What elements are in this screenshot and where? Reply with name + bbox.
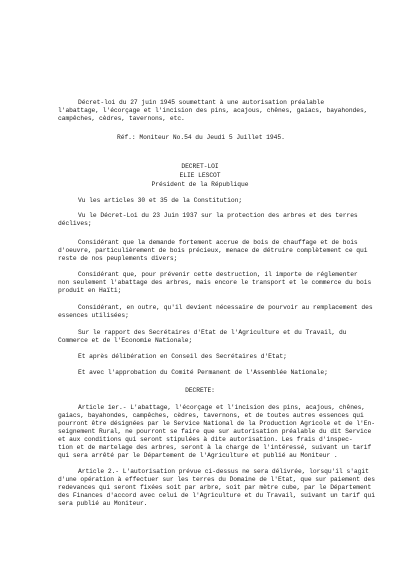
president-name: ELIE LESCOT — [179, 172, 221, 179]
decree-title: DECRET-LOI — [181, 163, 219, 170]
summary-line: Décret-loi du 27 juin 1945 soumettant à une autorisation préalable — [78, 99, 325, 106]
decree-heading: DECRETE: — [185, 387, 215, 394]
article-line: gaiacs, bayahondes, campêches, cèdres, tavernons, et de toutes autres essences qui — [58, 412, 364, 419]
summary-line: l'abattage, l'écorçage et l'incision des pins, acajous, chênes, gaiacs, bayahondes, — [58, 107, 368, 114]
preamble-line: reste de nos peuplements divers; — [58, 255, 178, 262]
preamble-line: essences utilisées; — [58, 312, 129, 319]
reference-line: Réf.: Moniteur No.54 du Jeudi 5 Juillet 1945. — [117, 134, 285, 141]
preamble-line: déclives; — [58, 220, 92, 227]
article-line: pourront être désignées par le Service National de la Production Agricole et de l'En- — [58, 420, 375, 427]
preamble-line: Vu les articles 30 et 35 de la Constitution; — [78, 197, 243, 204]
preamble-line: produit en Haïti; — [58, 287, 122, 294]
preamble-line: Et après délibération en Conseil des Secrétaires d'Etat; — [78, 353, 287, 360]
article-line: d'une opération à effectuer sur les terres du Domaine de l'Etat, que sur paiement des — [58, 476, 375, 483]
preamble-line: Et avec l'approbation du Comité Permanent de l'Assemblée Nationale; — [78, 369, 328, 376]
preamble-line: d'oeuvre, particulièrement de bois précieux, menace de détruire complètement ce qui — [58, 247, 368, 254]
preamble-line: non seulement l'abattage des arbres, mais encore le transport et le commerce du bois — [58, 279, 372, 286]
article-line: tion et de martelage des arbres, seront à la charge de l'intéressé, suivant un tarif — [58, 444, 372, 451]
article-line: sera publié au Moniteur. — [58, 500, 148, 507]
article-line: et aux conditions qui seront stipulées à dite autorisation. Les frais d'inspec- — [58, 436, 353, 443]
article-line: seignement Rural, ne pourront se faire que sur autorisation préalable du dit Service — [58, 428, 372, 435]
preamble-line: Considérant, en outre, qu'il devient nécessaire de pourvoir au remplacement des — [78, 304, 373, 311]
article-line: Article 1er.- L'abattage, l'écorçage et l'incision des pins, acajous, chênes, — [78, 404, 366, 411]
summary-line: campêches, cèdres, tavernons, etc. — [58, 115, 185, 122]
article-line: redevances qui seront fixées soit par arbre, soit par mètre cube, par le Département — [58, 484, 372, 491]
preamble-line: Sur le rapport des Secrétaires d'Etat de l'Agriculture et du Travail, du — [78, 329, 347, 336]
article-line: qui sera arrêté par le Département de l'Agriculture et publié au Moniteur . — [58, 452, 338, 459]
article-line: Article 2.- L'autorisation prévue ci-dessus ne sera délivrée, lorsqu'il s'agit — [78, 468, 369, 475]
preamble-line: Vu le Décret-Loi du 23 Juin 1937 sur la protection des arbres et des terres — [78, 212, 358, 219]
preamble-line: Considérant que, pour prévenir cette destruction, il importe de réglementer — [78, 271, 358, 278]
president-role: Président de la République — [151, 181, 249, 188]
article-line: des Finances d'accord avec celui de l'Agriculture et du Travail, suivant un tarif qui — [58, 492, 375, 499]
preamble-line: Commerce et de l'Economie Nationale; — [58, 337, 193, 344]
preamble-line: Considérant que la demande fortement accrue de bois de chauffage et de bois — [78, 239, 358, 246]
